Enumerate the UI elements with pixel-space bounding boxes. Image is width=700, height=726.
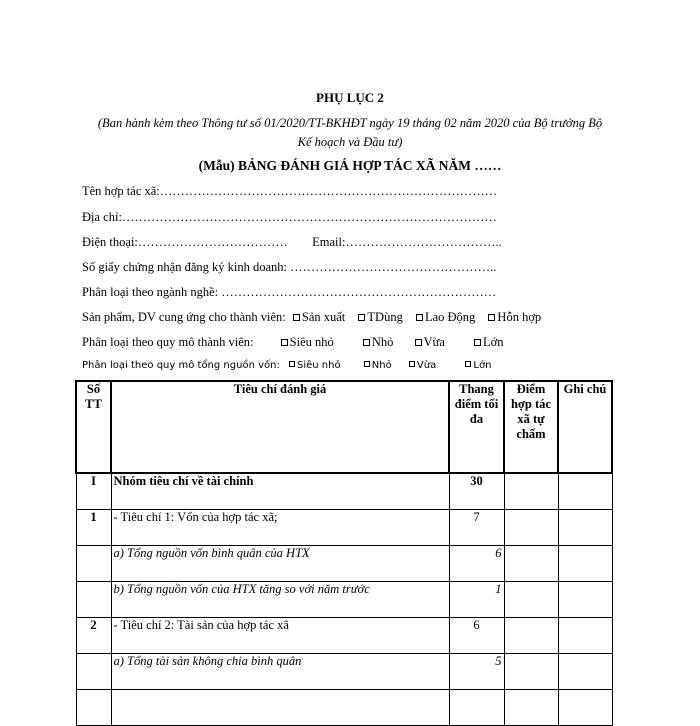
cell-criteria: a) Tổng tài sản không chia bình quân [111, 654, 449, 690]
field-giay-cn: Số giấy chứng nhận đăng ký kinh doanh: ………………………………………….. [82, 260, 497, 274]
col-header-self-score: Điểm hợp tác xã tự chấm [504, 381, 558, 473]
cell-note[interactable] [558, 546, 612, 582]
field-nganh-nghe: Phân loại theo ngành nghề: ………………………………………………………… [82, 285, 497, 299]
san-pham-option[interactable]: Lao Động [416, 310, 475, 325]
cell-self-score[interactable] [504, 582, 558, 618]
cell-note[interactable] [558, 473, 612, 510]
quy-mo-tv-option[interactable]: Lớn [474, 335, 504, 350]
checkbox-icon [364, 361, 370, 367]
cell-stt: 2 [76, 618, 111, 654]
cell-stt: 1 [76, 510, 111, 546]
cell-max [449, 690, 504, 726]
quy-mo-tv-option[interactable]: Nhỏ [363, 335, 394, 350]
checkbox-icon [415, 339, 422, 346]
cell-self-score[interactable] [504, 546, 558, 582]
table-row [76, 546, 612, 582]
quy-mo-von-option[interactable]: Vừa [409, 360, 436, 371]
cell-stt [76, 546, 111, 582]
field-ten-htx: Tên hợp tác xã:……………………………………………………………………… [82, 184, 498, 198]
cell-criteria [111, 690, 449, 726]
cell-max: 6 [449, 546, 504, 582]
cell-self-score[interactable] [504, 654, 558, 690]
quy-mo-von-option[interactable]: Lớn [465, 360, 491, 371]
san-pham-option[interactable]: Hỗn hợp [488, 310, 541, 325]
san-pham-option[interactable]: Sản xuất [293, 310, 345, 325]
cell-self-score[interactable] [504, 510, 558, 546]
appendix-subtitle: (Ban hành kèm theo Thông tư số 01/2020/TT-BKHĐT ngày 19 tháng 02 năm 2020 của Bộ trưởng Bộ Kế hoạch và Đầu tư) [97, 116, 603, 149]
checkbox-icon [474, 339, 481, 346]
cell-stt [76, 690, 111, 726]
checkbox-icon [465, 361, 471, 367]
cell-max: 6 [449, 618, 504, 654]
checkbox-icon [358, 314, 365, 321]
cell-max: 5 [449, 654, 504, 690]
evaluation-table [75, 380, 613, 726]
cell-criteria: - Tiêu chí 2: Tài sản của hợp tác xã [111, 618, 449, 654]
table-row [76, 654, 612, 690]
quy-mo-tv-option[interactable]: Vừa [415, 335, 445, 350]
cell-self-score[interactable] [504, 618, 558, 654]
checkbox-icon [281, 339, 288, 346]
cell-stt [76, 654, 111, 690]
col-header-note: Ghi chú [558, 381, 612, 473]
col-header-criteria: Tiêu chí đánh giá [111, 381, 449, 473]
checkbox-icon [409, 361, 415, 367]
san-pham-label: Sản phẩm, DV cung ứng cho thành viên: [82, 310, 286, 324]
col-header-max: Thang điểm tối đa [449, 381, 504, 473]
field-quy-mo-tv-row [82, 335, 504, 350]
quy-mo-von-option[interactable]: Nhỏ [364, 360, 392, 371]
checkbox-icon [488, 314, 495, 321]
checkbox-icon [416, 314, 423, 321]
cell-max: 30 [449, 473, 504, 510]
cell-stt: I [76, 473, 111, 510]
cell-criteria: Nhóm tiêu chí về tài chính [111, 473, 449, 510]
cell-criteria: b) Tổng nguồn vốn của HTX tăng so với năm trước [111, 582, 449, 618]
field-san-pham-row [82, 310, 541, 325]
cell-self-score[interactable] [504, 473, 558, 510]
cell-note[interactable] [558, 582, 612, 618]
table-row [76, 618, 612, 654]
cell-criteria: a) Tổng nguồn vốn bình quân của HTX [111, 546, 449, 582]
col-header-stt: Số TT [76, 381, 111, 473]
quy-mo-von-option[interactable]: Siêu nhỏ [289, 360, 341, 371]
field-dien-thoai-row [82, 235, 502, 250]
quy-mo-tv-option[interactable]: Siêu nhỏ [281, 335, 334, 350]
cell-stt [76, 582, 111, 618]
cell-note[interactable] [558, 510, 612, 546]
table-row [76, 582, 612, 618]
quy-mo-von-label: Phân loại theo quy mô tổng nguồn vốn: [82, 360, 280, 371]
checkbox-icon [293, 314, 300, 321]
quy-mo-tv-label: Phân loại theo quy mô thành viên: [82, 335, 254, 349]
cell-max: 7 [449, 510, 504, 546]
appendix-title: PHỤ LỤC 2 [316, 90, 384, 105]
field-dien-thoai: Điện thoại:……………………………… [82, 235, 288, 249]
cell-self-score[interactable] [504, 690, 558, 726]
table-row [76, 690, 612, 726]
cell-note[interactable] [558, 690, 612, 726]
form-title: (Mẫu) BẢNG ĐÁNH GIÁ HỢP TÁC XÃ NĂM …… [198, 158, 502, 173]
field-quy-mo-von-row [82, 360, 491, 371]
field-dia-chi: Địa chỉ:……………………………………………………………………………… [82, 210, 497, 224]
cell-max: 1 [449, 582, 504, 618]
cell-criteria: - Tiêu chí 1: Vốn của hợp tác xã; [111, 510, 449, 546]
checkbox-icon [289, 361, 295, 367]
table-row [76, 473, 612, 510]
checkbox-icon [363, 339, 370, 346]
table-row [76, 510, 612, 546]
san-pham-option[interactable]: TDùng [358, 310, 402, 325]
cell-note[interactable] [558, 618, 612, 654]
field-email: Email:……………………………….. [312, 235, 502, 249]
cell-note[interactable] [558, 654, 612, 690]
